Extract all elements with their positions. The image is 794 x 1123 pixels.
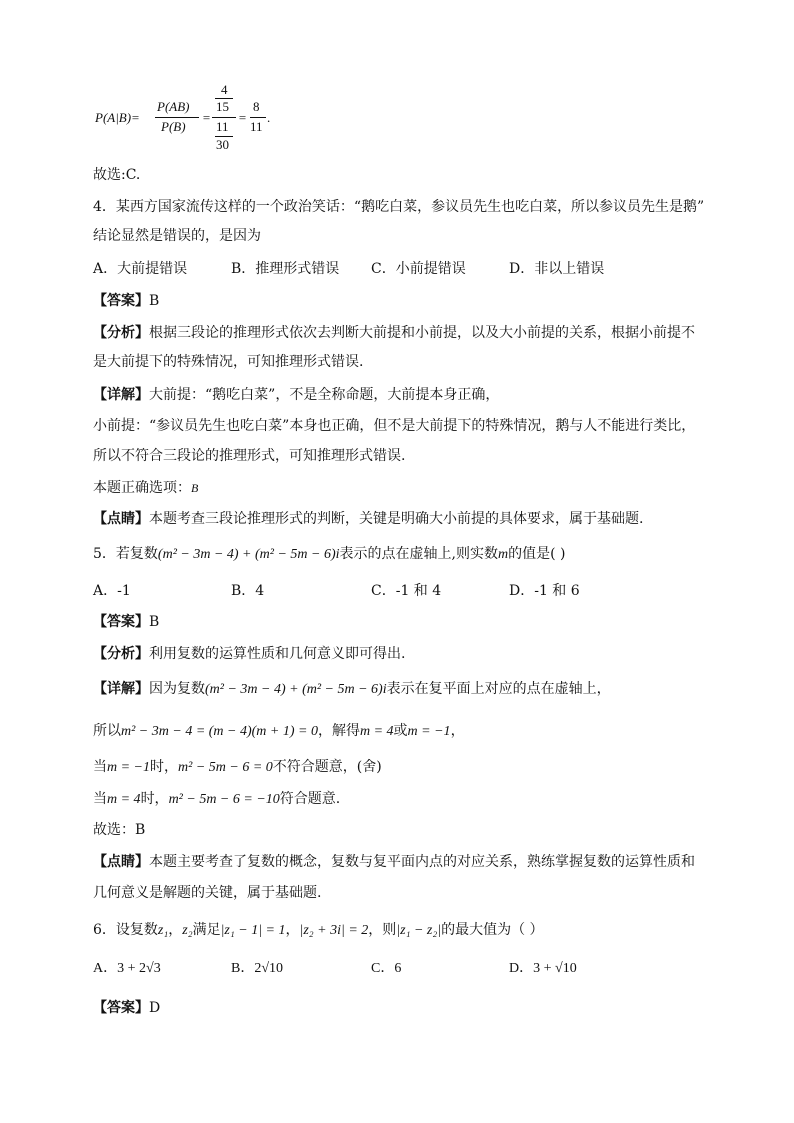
inner-den-den: 30 [216, 137, 229, 152]
q5-detail-line1 [93, 679, 611, 700]
q5-stem-middle: 表示的点在虚轴上,则实数 [339, 546, 498, 562]
detail-tag: 【详解】 [93, 387, 149, 403]
case-expression: m² − 5m − 6 = 0 [178, 760, 273, 775]
q6-option-a: A．3 + 2√3 [93, 961, 161, 976]
text: 时， [150, 759, 179, 775]
q5-detail-line4 [93, 789, 340, 810]
q6-option-d: D．3 + √10 [509, 961, 577, 976]
q4-option-b: B．推理形式错误 [231, 261, 340, 277]
q5-stem-suffix: 的值是( ) [508, 546, 566, 562]
q4-detail-line1 [93, 385, 499, 405]
answer-value: D [149, 1000, 161, 1016]
q5-comment-line1 [93, 852, 695, 872]
analysis-text: 根据三段论的推理形式依次去判断大前提和小前提，以及大小前提的关系，根据小前提不 [149, 325, 695, 341]
q5-answer [93, 612, 159, 632]
fraction-bar [155, 117, 199, 118]
q4-comment [93, 509, 643, 529]
text: 满足 [192, 922, 221, 938]
q5-analysis [93, 644, 405, 664]
detail-text: 因为复数 [149, 681, 205, 697]
inner-num: 4 [221, 82, 228, 97]
q5-detail-line2 [93, 721, 465, 742]
solution-2: m = −1 [407, 724, 451, 739]
text: ，解得 [317, 723, 360, 739]
q4-answer [93, 291, 159, 311]
q5-option-b: B．4 [231, 583, 265, 599]
text: 或 [393, 723, 408, 739]
inner-num-den: 15 [216, 99, 229, 114]
q5-stem-prefix: 5．若复数 [93, 546, 158, 562]
formula-frac-den: P(B) [161, 119, 186, 134]
q5-comment-line2: 几何意义是解题的关键，属于基础题. [93, 885, 322, 901]
answer-tag: 【答案】 [93, 293, 149, 309]
q6-option-b: B．2√10 [231, 961, 284, 976]
case-expression: m² − 5m − 6 = −10 [168, 792, 280, 807]
factor-equation: m² − 3m − 4 = (m − 4)(m + 1) = 0 [121, 724, 318, 739]
var-z2: z₂ [182, 923, 193, 938]
formula-lhs: P(A|B)= [95, 110, 140, 125]
comment-text: 本题主要考查了复数的概念，复数与复平面内点的对应关系，熟练掌握复数的运算性质和 [149, 854, 695, 870]
q4-detail-line2: 小前提：“参议员先生也吃白菜”本身也正确，但不是大前提下的特殊情况，鹅与人不能进行类比， [93, 418, 696, 434]
q5-stem-variable: m [498, 547, 509, 562]
analysis-text: 利用复数的运算性质和几何意义即可得出. [149, 646, 406, 662]
text: 所以 [93, 723, 121, 739]
detail-text-end: 表示在复平面上对应的点在虚轴上， [386, 681, 611, 697]
text: 当 [93, 759, 107, 775]
q5-conclusion: 故选：B [93, 822, 146, 838]
fraction-bar [212, 117, 236, 118]
condition-2: |z₂ + 3i| = 2 [299, 923, 369, 938]
q4-detail-line3: 所以不符合三段论的推理形式，可知推理形式错误. [93, 448, 406, 464]
q3-conclusion: 故选:C. [93, 167, 141, 183]
detail-text: 大前提：“鹅吃白菜”，不是全称命题，大前提本身正确， [149, 387, 500, 403]
q5-option-d: D．-1 和 6 [509, 583, 580, 599]
text: 不符合题意，(舍) [272, 759, 382, 775]
q4-analysis-line1 [93, 323, 695, 343]
result-den: 11 [250, 119, 263, 134]
text: 6．设复数 [93, 922, 158, 938]
analysis-tag: 【分析】 [93, 325, 149, 341]
text: ， [450, 723, 465, 739]
fraction-bar [250, 117, 266, 118]
q6-stem [93, 920, 544, 941]
inner-den-num: 11 [216, 119, 229, 134]
detail-tag: 【详解】 [93, 681, 149, 697]
text: 时， [140, 791, 169, 807]
case-condition: m = −1 [107, 760, 151, 775]
q4-stem-line2: 结论显然是错误的，是因为 [93, 228, 261, 244]
q5-stem [93, 544, 566, 565]
q4-option-d: D．非以上错误 [509, 261, 605, 277]
detail-expression: (m² − 3m − 4) + (m² − 5m − 6)i [205, 682, 387, 697]
var-z1: z₁ [157, 923, 169, 938]
text: 当 [93, 791, 107, 807]
correct-option-value: B [191, 481, 199, 495]
formula-end: . [267, 110, 271, 125]
formula-frac-num: P(AB) [157, 99, 190, 114]
comment-tag: 【点睛】 [93, 511, 149, 527]
answer-tag: 【答案】 [93, 1000, 149, 1016]
q6-answer [93, 998, 160, 1018]
solution-1: m = 4 [359, 724, 394, 739]
result-num: 8 [253, 99, 260, 114]
q5-option-c: C．-1 和 4 [371, 583, 442, 599]
answer-value: B [149, 293, 160, 309]
q5-option-a: A．-1 [93, 583, 131, 599]
q4-analysis-line2: 是大前提下的特殊情况，可知推理形式错误. [93, 354, 364, 370]
text: 的最大值为（ ） [441, 922, 544, 938]
case-condition: m = 4 [107, 792, 141, 807]
correct-option-label: 本题正确选项： [93, 480, 191, 496]
condition-1: |z₁ − 1| = 1 [220, 923, 286, 938]
answer-tag: 【答案】 [93, 614, 149, 630]
text: ， [168, 922, 183, 938]
text: 符合题意. [279, 791, 341, 807]
target-expression: |z₁ − z₂| [396, 923, 442, 938]
q6-option-c: C．6 [371, 961, 402, 976]
comment-tag: 【点睛】 [93, 854, 149, 870]
text: ，则 [368, 922, 397, 938]
q5-stem-expression: (m² − 3m − 4) + (m² − 5m − 6)i [157, 547, 340, 562]
formula-eq2: = [238, 110, 247, 125]
q4-option-c: C．小前提错误 [371, 261, 466, 277]
text: ， [285, 922, 300, 938]
formula-eq: = [202, 110, 211, 125]
q5-detail-line3 [93, 757, 382, 778]
comment-text: 本题考查三段论推理形式的判断，关键是明确大小前提的具体要求，属于基础题. [149, 511, 644, 527]
q4-correct-option [93, 478, 198, 498]
analysis-tag: 【分析】 [93, 646, 149, 662]
answer-value: B [149, 614, 160, 630]
q4-option-a: A．大前提错误 [93, 261, 188, 277]
q4-stem-line1: 4．某西方国家流传这样的一个政治笑话：“鹅吃白菜，参议员先生也吃白菜，所以参议员先生是鹅” [93, 199, 705, 215]
